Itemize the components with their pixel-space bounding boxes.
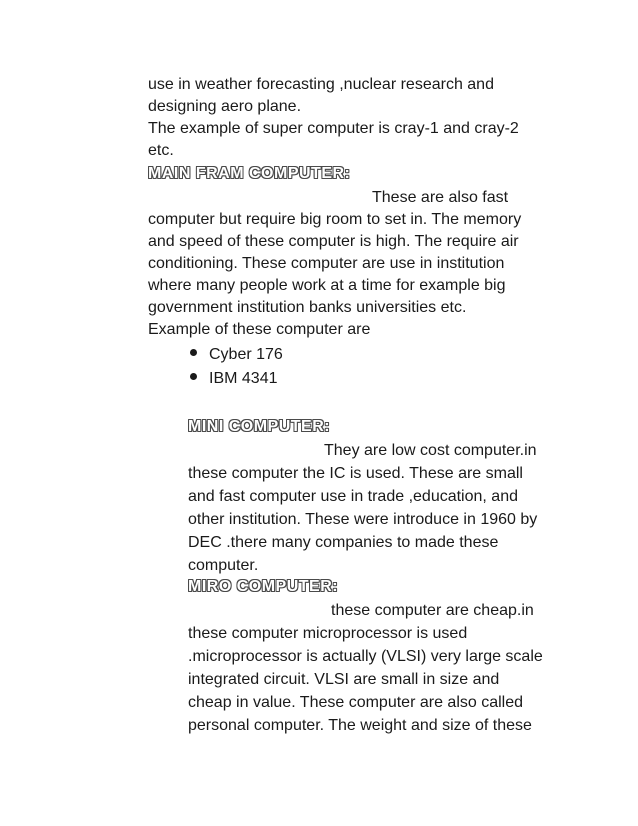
intro-line-2: designing aero plane.	[148, 98, 302, 115]
list-item	[190, 368, 277, 390]
list-item-label: Cyber 176	[209, 346, 283, 363]
mainframe-line-4: conditioning. These computer are use in institution	[148, 255, 505, 272]
mainframe-line-2: computer but require big room to set in. The memory	[148, 211, 522, 228]
minicomputer-line-5: DEC .there many companies to made these	[188, 534, 499, 551]
intro-line-1: use in weather forecasting ,nuclear research and	[148, 76, 494, 93]
minicomputer-heading: MINI COMPUTER:	[188, 418, 331, 435]
microcomputer-line-3: .microprocessor is actually (VLSI) very large scale	[188, 648, 543, 665]
bullet-icon	[190, 349, 197, 356]
minicomputer-line-2: these computer the IC is used. These are small	[188, 465, 523, 482]
microcomputer-line-1: these computer are cheap.in	[331, 602, 534, 619]
microcomputer-line-4: integrated circuit. VLSI are small in size and	[188, 671, 500, 688]
intro-line-4: etc.	[148, 142, 174, 159]
mainframe-line-3: and speed of these computer is high. The require air	[148, 233, 519, 250]
microcomputer-line-6: personal computer. The weight and size of these	[188, 717, 532, 734]
microcomputer-line-5: cheap in value. These computer are also called	[188, 694, 524, 711]
mainframe-line-7: Example of these computer are	[148, 321, 371, 338]
mainframe-line-6: government institution banks universities etc.	[148, 299, 467, 316]
minicomputer-line-6: computer.	[188, 557, 259, 574]
microcomputer-heading: MIRO COMPUTER:	[188, 578, 339, 595]
minicomputer-line-3: and fast computer use in trade ,education, and	[188, 488, 518, 505]
mainframe-line-1: These are also fast	[372, 189, 509, 206]
mainframe-heading: MAIN FRAM COMPUTER:	[148, 165, 351, 182]
list-item-label: IBM 4341	[209, 370, 278, 387]
mainframe-line-5: where many people work at a time for example big	[148, 277, 506, 294]
intro-line-3: The example of super computer is cray-1 and cray-2	[148, 120, 519, 137]
bullet-icon	[190, 373, 197, 380]
minicomputer-line-4: other institution. These were introduce in 1960 by	[188, 511, 538, 528]
microcomputer-line-2: these computer microprocessor is used	[188, 625, 468, 642]
list-item	[190, 344, 283, 366]
minicomputer-line-1: They are low cost computer.in	[324, 442, 537, 459]
